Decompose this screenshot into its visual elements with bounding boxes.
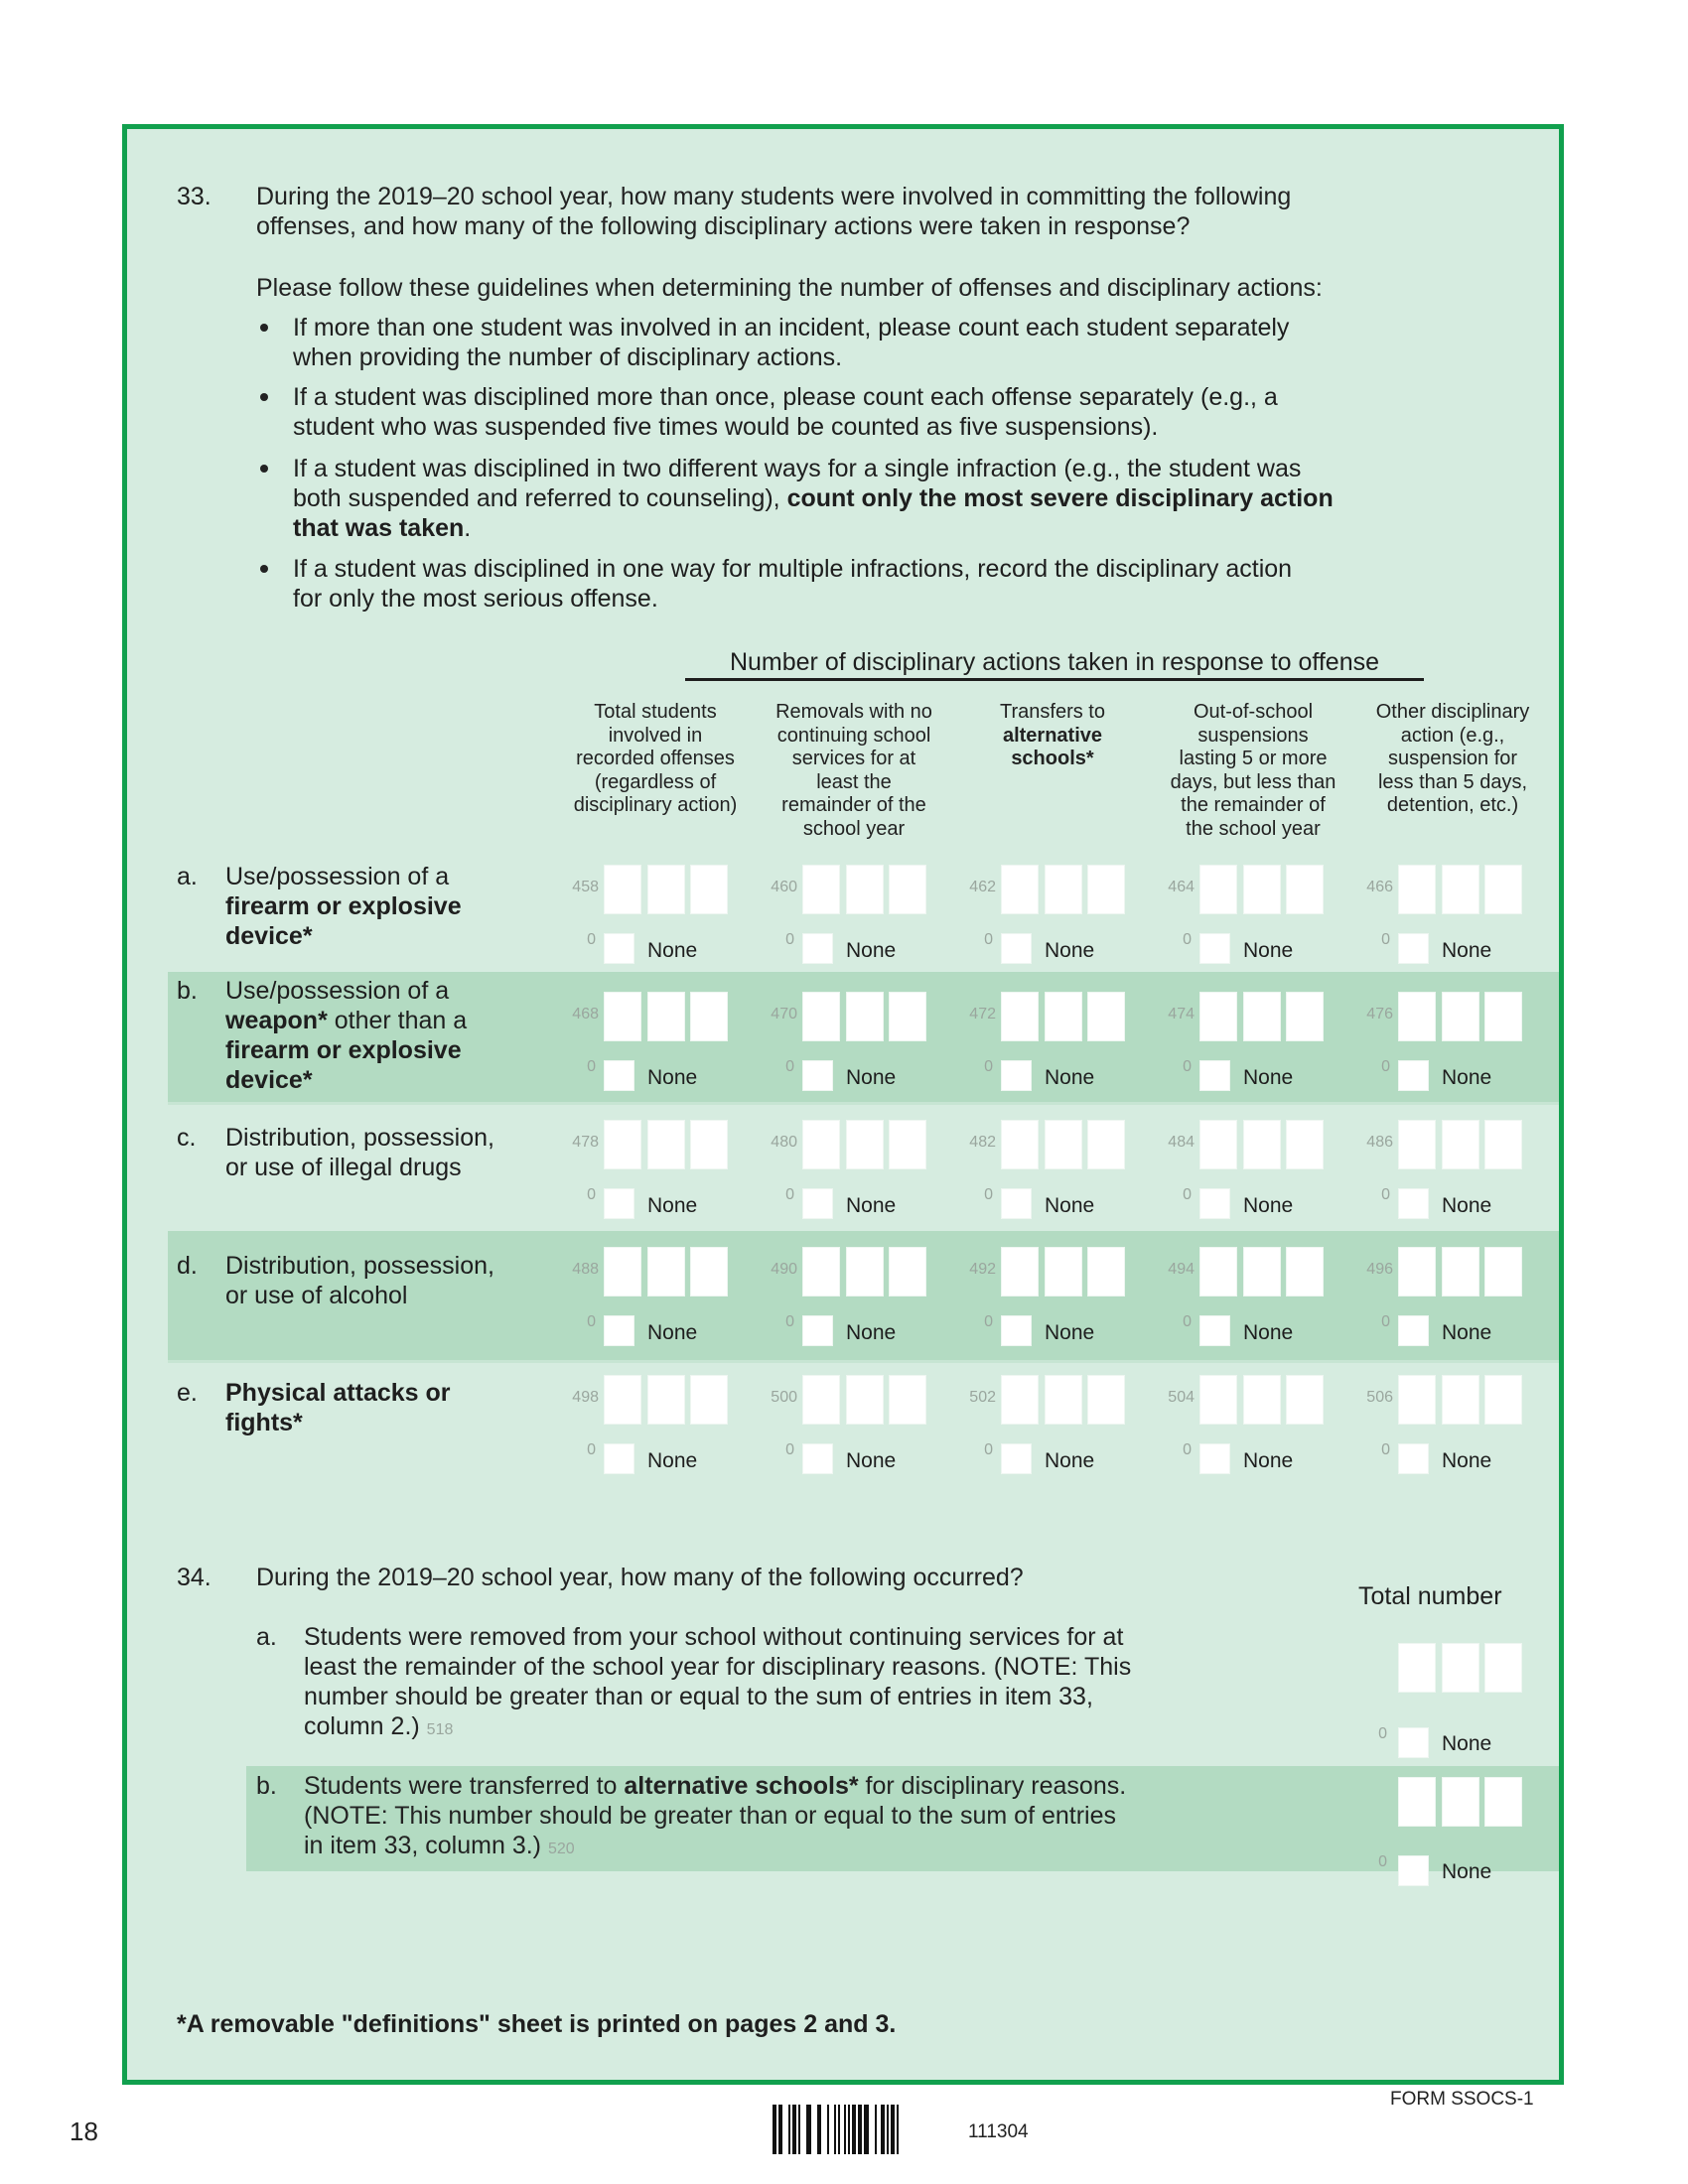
none-code: 0 (984, 1058, 993, 1075)
row-a-col-4-none-checkbox[interactable] (1199, 933, 1230, 964)
col-line: disciplinary action) (573, 794, 738, 816)
row-b-col-1-digit-3[interactable] (690, 992, 728, 1041)
row-c-col-2-none-checkbox[interactable] (802, 1188, 833, 1219)
col-line: involved in (608, 724, 703, 747)
item-id-468: 468 (572, 1006, 599, 1023)
col-line: school year (802, 817, 906, 840)
bullet-icon (260, 565, 268, 573)
row-b-col-5-digit-1[interactable] (1398, 992, 1436, 1041)
row-a-col-2-digit-1[interactable] (802, 865, 840, 914)
col-line: suspensions (1197, 724, 1309, 747)
row-e-col-1-digit-1[interactable] (604, 1375, 641, 1425)
none-code: 0 (1183, 931, 1192, 948)
row-c-col-5-digit-3[interactable] (1484, 1120, 1522, 1169)
none-label: None (647, 1321, 698, 1344)
q34-item-a-letter: a. (256, 1623, 277, 1651)
row-c-col-5-digit-1[interactable] (1398, 1120, 1436, 1169)
row-c-col-3-digit-3[interactable] (1087, 1120, 1125, 1169)
item-line: column 2.) 518 (304, 1712, 454, 1740)
col-line: continuing school (776, 724, 931, 747)
row-b-col-2-digit-1[interactable] (802, 992, 840, 1041)
row-e-col-1-digit-3[interactable] (690, 1375, 728, 1425)
item-id-488: 488 (572, 1261, 599, 1278)
none-label: None (647, 1066, 698, 1089)
row-b-col-1-none-checkbox[interactable] (604, 1060, 634, 1091)
none-label: None (1045, 1066, 1095, 1089)
none-label: None (647, 1449, 698, 1472)
row-band-edge (168, 1360, 1559, 1363)
bullet-line: when providing the number of disciplinary actions. (293, 343, 843, 371)
item-id-460: 460 (771, 879, 797, 895)
row-b-col-3-digit-1[interactable] (1001, 992, 1039, 1041)
bullet-line: If a student was disciplined more than once, please count each offense separately (e.g., a (293, 383, 1278, 411)
none-label: None (846, 1321, 897, 1344)
row-b-col-2-digit-2[interactable] (846, 992, 884, 1041)
col-line: days, but less than (1170, 770, 1336, 793)
row-b-col-3-none-checkbox[interactable] (1001, 1060, 1032, 1091)
row-e-col-2-digit-3[interactable] (889, 1375, 926, 1425)
none-label: None (1442, 939, 1492, 962)
row-b-col-4-digit-1[interactable] (1199, 992, 1237, 1041)
row-a-col-4-digit-2[interactable] (1243, 865, 1281, 914)
col-line: Other disciplinary (1375, 701, 1530, 723)
item-id-480: 480 (771, 1134, 797, 1151)
row-c-col-1-digit-2[interactable] (647, 1120, 685, 1169)
col-line: suspension for (1387, 748, 1518, 769)
row-desc-line: device* (225, 1066, 313, 1094)
row-c-col-2-digit-1[interactable] (802, 1120, 840, 1169)
col-line: less than 5 days, (1377, 770, 1528, 793)
q34a-none-code: 0 (1378, 1725, 1387, 1742)
row-d-col-5-digit-3[interactable] (1484, 1247, 1522, 1297)
row-d-col-3-digit-2[interactable] (1045, 1247, 1082, 1297)
none-code: 0 (1381, 1441, 1390, 1458)
none-code: 0 (785, 1186, 794, 1203)
none-label: None (846, 1194, 897, 1217)
row-letter: e. (177, 1379, 198, 1407)
none-label: None (1243, 1449, 1294, 1472)
q34b-digit-2[interactable] (1442, 1777, 1479, 1827)
row-e-col-2-digit-2[interactable] (846, 1375, 884, 1425)
item-id-518: 518 (426, 1721, 454, 1738)
none-label: None (846, 939, 897, 962)
row-b-col-4-none-checkbox[interactable] (1199, 1060, 1230, 1091)
col-line: the remainder of (1181, 794, 1326, 816)
row-a-col-4-digit-3[interactable] (1286, 865, 1324, 914)
row-d-col-1-none-checkbox[interactable] (604, 1315, 634, 1346)
q33-text (256, 182, 1291, 241)
none-code: 0 (785, 1313, 794, 1330)
none-code: 0 (785, 931, 794, 948)
item-id-520: 520 (547, 1841, 575, 1857)
row-b-col-5-digit-3[interactable] (1484, 992, 1522, 1041)
row-letter: a. (177, 863, 198, 890)
row-c-col-5-digit-2[interactable] (1442, 1120, 1479, 1169)
barcode-bar (897, 2105, 899, 2154)
item-id-464: 464 (1168, 879, 1195, 895)
item-id-494: 494 (1168, 1261, 1195, 1278)
none-label: None (1045, 939, 1095, 962)
row-c-col-4-digit-1[interactable] (1199, 1120, 1237, 1169)
row-e-col-5-none-checkbox[interactable] (1398, 1443, 1429, 1474)
col-line: alternative (1002, 724, 1103, 747)
none-label: None (1442, 1066, 1492, 1089)
item-id-470: 470 (771, 1006, 797, 1023)
none-code: 0 (587, 931, 596, 948)
row-d-col-5-digit-1[interactable] (1398, 1247, 1436, 1297)
q33-text-line-1: During the 2019–20 school year, how many students were involved in committing the following (256, 183, 1292, 210)
row-c-col-4-digit-2[interactable] (1243, 1120, 1281, 1169)
q34-item-b-letter: b. (256, 1772, 277, 1800)
row-c-col-5-none-checkbox[interactable] (1398, 1188, 1429, 1219)
none-label: None (1243, 939, 1294, 962)
q34a-digit-1[interactable] (1398, 1643, 1436, 1693)
row-desc-line: weapon* other than a (225, 1007, 468, 1034)
col-line: action (e.g., (1400, 724, 1505, 747)
column-header-transfers (955, 701, 1150, 771)
none-code: 0 (587, 1441, 596, 1458)
bullet-line: If a student was disciplined in two different ways for a single infraction (e.g., the student was (293, 455, 1302, 482)
row-desc-line: or use of illegal drugs (225, 1154, 462, 1181)
row-d-col-2-none-checkbox[interactable] (802, 1315, 833, 1346)
none-code: 0 (1183, 1058, 1192, 1075)
row-d-col-5-none-checkbox[interactable] (1398, 1315, 1429, 1346)
col-line: Removals with no (775, 701, 932, 723)
column-header-suspensions (1154, 701, 1352, 841)
row-a-col-2-digit-3[interactable] (889, 865, 926, 914)
col-line: (regardless of (594, 770, 717, 793)
row-desc-line: Use/possession of a (225, 977, 450, 1005)
row-c-col-2-digit-2[interactable] (846, 1120, 884, 1169)
row-band-edge (168, 1102, 1559, 1105)
none-label: None (1442, 1194, 1492, 1217)
row-c-col-3-digit-1[interactable] (1001, 1120, 1039, 1169)
row-desc-line: Use/possession of a (225, 863, 450, 890)
bullet-line: that was taken. (293, 514, 472, 542)
none-code: 0 (1183, 1186, 1192, 1203)
row-d-col-5-digit-2[interactable] (1442, 1247, 1479, 1297)
row-c-col-1-digit-3[interactable] (690, 1120, 728, 1169)
row-d-col-1-digit-2[interactable] (647, 1247, 685, 1297)
none-label: None (1045, 1194, 1095, 1217)
row-e-col-5-digit-1[interactable] (1398, 1375, 1436, 1425)
bullet-icon (260, 465, 268, 473)
row-e-col-4-digit-3[interactable] (1286, 1375, 1324, 1425)
row-a-col-5-none-checkbox[interactable] (1398, 933, 1429, 964)
q34b-none-label: None (1442, 1860, 1492, 1883)
row-desc-line: fights* (225, 1409, 303, 1436)
row-a-col-1-digit-1[interactable] (604, 865, 641, 914)
item-line: in item 33, column 3.) 520 (304, 1832, 575, 1859)
none-code: 0 (587, 1186, 596, 1203)
table-heading: Number of disciplinary actions taken in response to offense (685, 647, 1424, 681)
row-d-col-3-digit-1[interactable] (1001, 1247, 1039, 1297)
row-a-col-1-none-checkbox[interactable] (604, 933, 634, 964)
row-e-col-2-digit-1[interactable] (802, 1375, 840, 1425)
row-c-col-4-digit-3[interactable] (1286, 1120, 1324, 1169)
col-line: Total students (594, 701, 717, 723)
row-c-col-3-none-checkbox[interactable] (1001, 1188, 1032, 1219)
row-c-col-1-digit-1[interactable] (604, 1120, 641, 1169)
definitions-footnote: *A removable "definitions" sheet is printed on pages 2 and 3. (177, 2010, 897, 2038)
row-d-col-4-digit-3[interactable] (1286, 1247, 1324, 1297)
none-label: None (1045, 1449, 1095, 1472)
q34a-digit-2[interactable] (1442, 1643, 1479, 1693)
none-label: None (1442, 1449, 1492, 1472)
row-a-col-5-digit-3[interactable] (1484, 865, 1522, 914)
row-e-col-3-digit-2[interactable] (1045, 1375, 1082, 1425)
item-id-504: 504 (1168, 1389, 1195, 1406)
none-label: None (1243, 1321, 1294, 1344)
row-letter: b. (177, 977, 198, 1005)
item-id-498: 498 (572, 1389, 599, 1406)
row-e-col-4-digit-2[interactable] (1243, 1375, 1281, 1425)
row-b-col-3-digit-2[interactable] (1045, 992, 1082, 1041)
col-line: remainder of the (781, 794, 926, 816)
col-line: Out-of-school (1193, 701, 1314, 723)
row-a-col-3-digit-1[interactable] (1001, 865, 1039, 914)
row-d-col-4-digit-1[interactable] (1199, 1247, 1237, 1297)
item-line: Students were transferred to alternative schools* for disciplinary reasons. (304, 1772, 1127, 1800)
row-e-col-3-digit-1[interactable] (1001, 1375, 1039, 1425)
row-letter: d. (177, 1252, 198, 1280)
none-code: 0 (1381, 1186, 1390, 1203)
row-e-col-5-digit-2[interactable] (1442, 1375, 1479, 1425)
row-d-col-3-none-checkbox[interactable] (1001, 1315, 1032, 1346)
row-d-col-2-digit-1[interactable] (802, 1247, 840, 1297)
item-id-500: 500 (771, 1389, 797, 1406)
item-id-458: 458 (572, 879, 599, 895)
none-code: 0 (1183, 1313, 1192, 1330)
none-label: None (846, 1066, 897, 1089)
q34-item-a-text (304, 1622, 1257, 1745)
item-id-466: 466 (1366, 879, 1393, 895)
row-e-col-3-none-checkbox[interactable] (1001, 1443, 1032, 1474)
row-e-col-4-none-checkbox[interactable] (1199, 1443, 1230, 1474)
none-code: 0 (984, 931, 993, 948)
row-d-col-1-digit-3[interactable] (690, 1247, 728, 1297)
row-e-col-1-none-checkbox[interactable] (604, 1443, 634, 1474)
row-b-col-2-digit-3[interactable] (889, 992, 926, 1041)
row-c-col-4-none-checkbox[interactable] (1199, 1188, 1230, 1219)
q34b-none-code: 0 (1378, 1853, 1387, 1870)
row-desc-line: or use of alcohol (225, 1282, 408, 1309)
bullet-line: If a student was disciplined in one way for multiple infractions, record the disciplinary action (293, 555, 1293, 583)
row-a-col-1-digit-3[interactable] (690, 865, 728, 914)
none-code: 0 (984, 1441, 993, 1458)
none-label: None (647, 1194, 698, 1217)
row-a-col-4-digit-1[interactable] (1199, 865, 1237, 914)
none-code: 0 (587, 1313, 596, 1330)
row-letter: c. (177, 1124, 197, 1152)
item-line: number should be greater than or equal to the sum of entries in item 33, (304, 1683, 1093, 1710)
row-e-col-2-none-checkbox[interactable] (802, 1443, 833, 1474)
item-id-506: 506 (1366, 1389, 1393, 1406)
column-header-other-action (1355, 701, 1550, 818)
row-a-col-2-none-checkbox[interactable] (802, 933, 833, 964)
q33-number: 33. (177, 183, 211, 210)
none-code: 0 (785, 1058, 794, 1075)
row-desc-line: device* (225, 922, 313, 950)
row-a-col-5-digit-2[interactable] (1442, 865, 1479, 914)
row-e-col-3-digit-3[interactable] (1087, 1375, 1125, 1425)
none-code: 0 (984, 1313, 993, 1330)
q34a-none-label: None (1442, 1732, 1492, 1755)
row-e-col-4-digit-1[interactable] (1199, 1375, 1237, 1425)
q34-item-b-text (304, 1771, 1257, 1864)
barcode-number: 111304 (968, 2121, 1029, 2142)
col-line: the school year (1186, 817, 1321, 840)
none-label: None (1243, 1194, 1294, 1217)
form-id: FORM SSOCS-1 (1390, 2089, 1534, 2110)
q33-text-line-2: offenses, and how many of the following disciplinary actions were taken in response? (256, 212, 1191, 240)
row-desc-line: Distribution, possession, (225, 1124, 494, 1152)
row-d-col-3-digit-3[interactable] (1087, 1247, 1125, 1297)
row-c-col-3-digit-2[interactable] (1045, 1120, 1082, 1169)
col-line: Transfers to (1000, 701, 1105, 723)
column-header-removals (757, 701, 951, 841)
bullet-icon (260, 393, 268, 401)
row-b-col-2-none-checkbox[interactable] (802, 1060, 833, 1091)
item-line: least the remainder of the school year for disciplinary reasons. (NOTE: This (304, 1653, 1132, 1681)
bullet-line: for only the most serious offense. (293, 585, 658, 613)
item-id-484: 484 (1168, 1134, 1195, 1151)
none-code: 0 (1381, 1313, 1390, 1330)
q34b-digit-1[interactable] (1398, 1777, 1436, 1827)
row-d-col-4-digit-2[interactable] (1243, 1247, 1281, 1297)
row-d-col-1-digit-1[interactable] (604, 1247, 641, 1297)
row-b-col-4-digit-2[interactable] (1243, 992, 1281, 1041)
none-label: None (647, 939, 698, 962)
row-d-col-4-none-checkbox[interactable] (1199, 1315, 1230, 1346)
item-line: (NOTE: This number should be greater than or equal to the sum of entries (304, 1802, 1117, 1830)
q34a-digit-3[interactable] (1484, 1643, 1522, 1693)
row-b-col-5-none-checkbox[interactable] (1398, 1060, 1429, 1091)
none-code: 0 (984, 1186, 993, 1203)
page-number: 18 (70, 2116, 98, 2146)
item-id-476: 476 (1366, 1006, 1393, 1023)
row-e-col-1-digit-2[interactable] (647, 1375, 685, 1425)
row-a-col-1-digit-2[interactable] (647, 865, 685, 914)
row-a-col-2-digit-2[interactable] (846, 865, 884, 914)
row-desc-line: Distribution, possession, (225, 1252, 494, 1280)
none-code: 0 (1183, 1441, 1192, 1458)
bullet-line: both suspended and referred to counseling), count only the most severe disciplinary action (293, 484, 1334, 512)
col-line: schools* (1011, 748, 1094, 769)
row-desc-line: firearm or explosive (225, 1036, 462, 1064)
none-code: 0 (1381, 931, 1390, 948)
item-line: Students were removed from your school without continuing services for at (304, 1623, 1124, 1651)
row-desc-line: Physical attacks or (225, 1379, 451, 1407)
col-line: recorded offenses (576, 748, 735, 769)
row-a-col-5-digit-1[interactable] (1398, 865, 1436, 914)
row-a-col-3-digit-2[interactable] (1045, 865, 1082, 914)
item-id-478: 478 (572, 1134, 599, 1151)
row-b-col-4-digit-3[interactable] (1286, 992, 1324, 1041)
item-id-502: 502 (969, 1389, 996, 1406)
none-code: 0 (1381, 1058, 1390, 1075)
bullet-icon (260, 324, 268, 332)
row-b-col-1-digit-1[interactable] (604, 992, 641, 1041)
row-c-col-1-none-checkbox[interactable] (604, 1188, 634, 1219)
q34b-none-checkbox[interactable] (1398, 1855, 1429, 1886)
col-line: services for at (791, 748, 916, 769)
item-id-482: 482 (969, 1134, 996, 1151)
row-a-col-3-digit-3[interactable] (1087, 865, 1125, 914)
item-id-474: 474 (1168, 1006, 1195, 1023)
q34b-digit-3[interactable] (1484, 1777, 1522, 1827)
item-id-472: 472 (969, 1006, 996, 1023)
q34-number: 34. (177, 1564, 211, 1591)
item-id-462: 462 (969, 879, 996, 895)
none-label: None (1243, 1066, 1294, 1089)
row-b-col-3-digit-3[interactable] (1087, 992, 1125, 1041)
none-label: None (846, 1449, 897, 1472)
row-b-col-5-digit-2[interactable] (1442, 992, 1479, 1041)
none-code: 0 (587, 1058, 596, 1075)
none-label: None (1045, 1321, 1095, 1344)
row-c-col-2-digit-3[interactable] (889, 1120, 926, 1169)
item-id-490: 490 (771, 1261, 797, 1278)
item-id-492: 492 (969, 1261, 996, 1278)
row-desc-line: firearm or explosive (225, 892, 462, 920)
total-number-header: Total number (1358, 1582, 1502, 1610)
q34a-none-checkbox[interactable] (1398, 1727, 1429, 1758)
column-header-total-students (558, 701, 753, 818)
bullet-line: If more than one student was involved in an incident, please count each student separately (293, 314, 1290, 341)
q33-guidelines-intro: Please follow these guidelines when determining the number of offenses and disciplinary actions: (256, 274, 1323, 302)
row-b-col-1-digit-2[interactable] (647, 992, 685, 1041)
item-id-486: 486 (1366, 1134, 1393, 1151)
bullet-line: student who was suspended five times would be counted as five suspensions). (293, 413, 1159, 441)
col-line: lasting 5 or more (1179, 748, 1328, 769)
col-line: detention, etc.) (1386, 794, 1519, 816)
barcode-icon (773, 2105, 899, 2154)
col-line: least the (816, 770, 892, 793)
row-d-col-2-digit-2[interactable] (846, 1247, 884, 1297)
q34-text: During the 2019–20 school year, how many of the following occurred? (256, 1564, 1024, 1591)
row-e-col-5-digit-3[interactable] (1484, 1375, 1522, 1425)
none-code: 0 (785, 1441, 794, 1458)
row-a-col-3-none-checkbox[interactable] (1001, 933, 1032, 964)
row-d-col-2-digit-3[interactable] (889, 1247, 926, 1297)
none-label: None (1442, 1321, 1492, 1344)
item-id-496: 496 (1366, 1261, 1393, 1278)
